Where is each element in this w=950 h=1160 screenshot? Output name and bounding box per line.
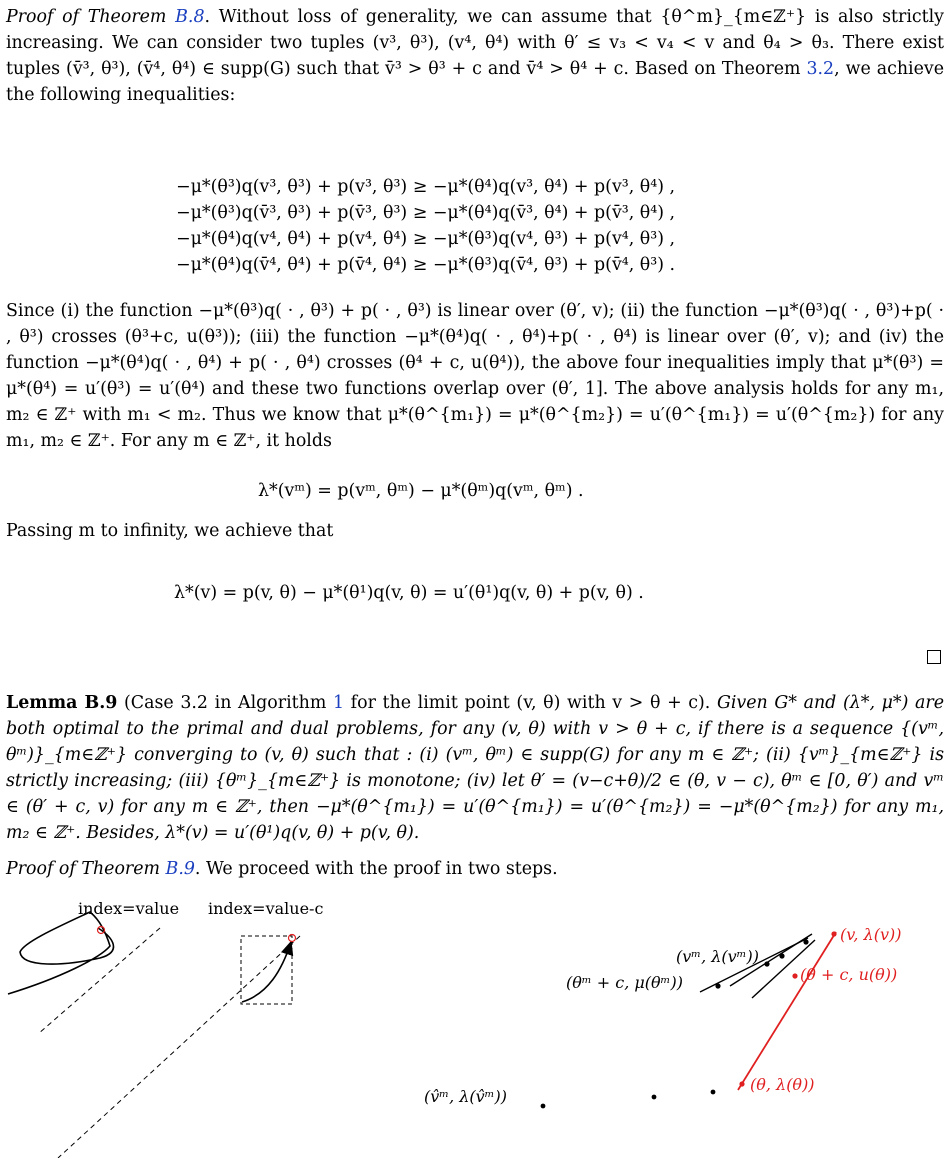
- lemma-label: Lemma B.9: [6, 693, 118, 713]
- inequality-3: −μ*(θ⁴)q(v⁴, θ⁴) + p(v⁴, θ⁴) ≥ −μ*(θ³)q(v⁴, θ³) + p(v⁴, θ³) ,: [176, 229, 676, 249]
- red-point-dot: [831, 931, 836, 936]
- proof-text: . Without loss of generality, we can assume that {θ^m}_{m∈ℤ⁺} is also strictly increasing. We can consider two tuples (v³, θ³), (v⁴, θ⁴) with θ′ ≤ v₃ < v₄ < v and θ₄ > θ₃. There exist tuples (v̄³, θ³), (v̄⁴, θ⁴) ∈ supp(G) such that v̄³ > θ³ + c and v̄⁴ > θ⁴ + c. Based on Theorem: [6, 7, 944, 79]
- proof-heading: Proof of Theorem: [6, 859, 166, 879]
- point-dot: [541, 1104, 546, 1109]
- algorithm-ref-link[interactable]: 1: [332, 693, 345, 713]
- proof-figure: [0, 858, 950, 1158]
- lemma-body: Given G* and (λ*, μ*) are both optimal to the primal and dual problems, for any (v, θ) with v > θ + c, if there is a sequence {(vᵐ, θᵐ)}_{m∈ℤ⁺} converging to (v, θ) such that : (i) (vᵐ, θᵐ) ∈ supp(G) for any m ∈ ℤ⁺; (ii) {vᵐ}_{m∈ℤ⁺} is strictly increasing; (iii) {θᵐ}_{m∈ℤ⁺} is monotone; (iv) let θ′ = (v−c+θ)/2 ∈ (θ, v − c), θᵐ ∈ [0, θ′) and vᵐ ∈ (θ′ + c, v) for any m ∈ ℤ⁺, then −μ*(θ^{m₁}) = u′(θ^{m₁}) = u′(θ^{m₂}) = −μ*(θ^{m₂}) for any m₁, m₂ ∈ ℤ⁺. Besides, λ*(v) = u′(θ¹)q(v, θ) + p(v, θ).: [6, 693, 945, 843]
- proof-b8-paragraph: [6, 4, 944, 108]
- label-v-hat: (v̂ᵐ, λ(v̂ᵐ)): [424, 1087, 507, 1106]
- red-point-dot: [792, 973, 797, 978]
- passing-line: Passing m to infinity, we achieve that: [6, 521, 334, 541]
- point-dot: [711, 1090, 716, 1095]
- point-dot: [779, 953, 784, 958]
- inequality-1: −μ*(θ³)q(v³, θ³) + p(v³, θ³) ≥ −μ*(θ⁴)q(v³, θ⁴) + p(v³, θ⁴) ,: [176, 177, 676, 197]
- label-theta-u: (θ + c, u(θ)): [800, 965, 898, 984]
- red-point-dot: [739, 1081, 744, 1086]
- proof-text: , we achieve the following inequalities:: [6, 59, 944, 105]
- label-theta-c: (θᵐ + c, μ(θᵐ)): [566, 973, 683, 992]
- theorem-ref-link[interactable]: 3.2: [806, 59, 835, 79]
- point-dot: [652, 1095, 657, 1100]
- point-dot: [764, 961, 769, 966]
- equation-lambda-m: λ*(vᵐ) = p(vᵐ, θᵐ) − μ*(θᵐ)q(vᵐ, θᵐ) .: [258, 481, 584, 501]
- label-vm: (vᵐ, λ(vᵐ)): [676, 947, 759, 966]
- since-paragraph: Since (i) the function −μ*(θ³)q( · , θ³) + p( · , θ³) is linear over (θ′, v); (ii) the function −μ*(θ³)q( · , θ³)+p( · , θ³) crosses (θ³+c, u(θ³)); (iii) the function −μ*(θ⁴)q( · , θ⁴)+p( · , θ⁴) is linear over (θ′, v); and (iv) the function −μ*(θ⁴)q( · , θ⁴) + p( · , θ⁴) crosses (θ⁴ + c, u(θ⁴)), the above four inequalities imply that μ*(θ³) = μ*(θ⁴) = u′(θ³) = u′(θ⁴) and these two functions overlap over (θ′, 1]. The above analysis holds for any m₁, m₂ ∈ ℤ⁺ with m₁ < m₂. Thus we know that μ*(θ^{m₁}) = μ*(θ^{m₂}) = u′(θ^{m₁}) = u′(θ^{m₂}) for any m₁, m₂ ∈ ℤ⁺. For any m ∈ ℤ⁺, it holds: [6, 301, 944, 451]
- proof-text: . We proceed with the proof in two steps.: [194, 859, 558, 879]
- theorem-ref-link[interactable]: B.9: [165, 859, 195, 879]
- label-theta-lambda: (θ, λ(θ)): [750, 1075, 815, 1094]
- label-v-lambda: (v, λ(v)): [840, 925, 902, 944]
- point-dot: [715, 983, 720, 988]
- proof-heading: Proof of Theorem: [6, 7, 176, 27]
- diagonal-index-value: [38, 928, 160, 1034]
- lemma-paren: for the limit point (v, θ) with v > θ + c).: [344, 693, 711, 713]
- dashed-box: [241, 936, 292, 1004]
- diagonal-index-value-c: [58, 936, 300, 1158]
- inequality-2: −μ*(θ³)q(v̄³, θ³) + p(v̄³, θ³) ≥ −μ*(θ⁴)q(v̄³, θ⁴) + p(v̄³, θ⁴) ,: [176, 203, 676, 223]
- theorem-ref-link[interactable]: B.8: [175, 7, 205, 27]
- lemma-b9: [6, 690, 944, 846]
- inequality-4: −μ*(θ⁴)q(v̄⁴, θ⁴) + p(v̄⁴, θ⁴) ≥ −μ*(θ³)q(v̄⁴, θ³) + p(v̄⁴, θ³) .: [176, 255, 676, 275]
- label-index-value: index=value: [78, 899, 180, 918]
- label-index-value-c: index=value-c: [208, 899, 324, 918]
- lemma-paren: (Case 3.2 in Algorithm: [117, 693, 333, 713]
- equation-lambda: λ*(v) = p(v, θ) − μ*(θ¹)q(v, θ) = u′(θ¹)q(v, θ) + p(v, θ) .: [174, 583, 644, 603]
- point-dot: [803, 939, 808, 944]
- qed-square: [927, 650, 941, 664]
